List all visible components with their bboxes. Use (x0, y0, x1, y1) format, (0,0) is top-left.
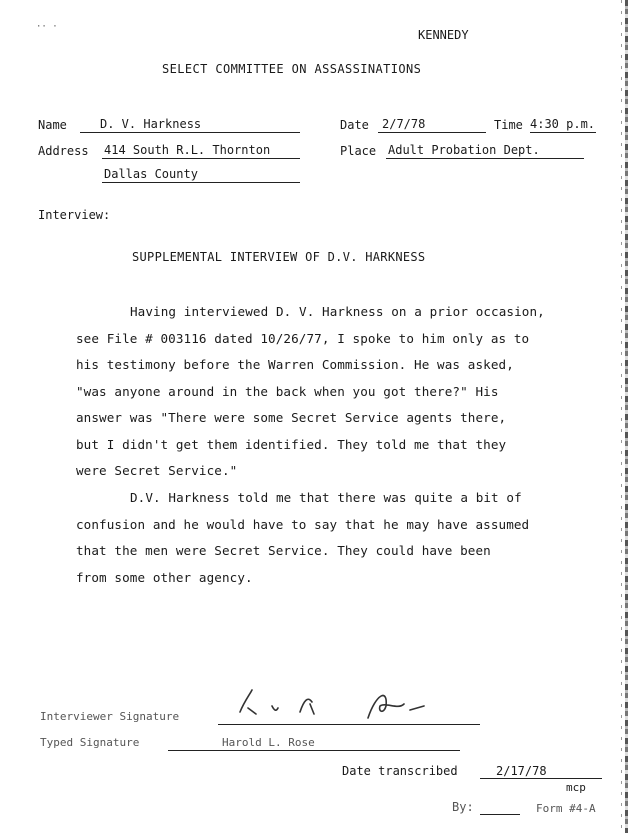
paragraph-1-line: but I didn't get them identified. They told me that they (76, 437, 507, 452)
paragraph-1-line: see File # 003116 dated 10/26/77, I spoke to him only as to (76, 331, 530, 346)
address-value-line-2: Dallas County (104, 167, 198, 181)
paragraph-1-line: answer was "There were some Secret Service agents there, (76, 410, 507, 425)
paragraph-2-line: D.V. Harkness told me that there was quite a bit of (130, 490, 522, 505)
paragraph-1-line: his testimony before the Warren Commission. He was asked, (76, 357, 514, 372)
address-label: Address (38, 144, 89, 158)
paragraph-2-line: confusion and he would have to say that he may have assumed (76, 517, 530, 532)
handwritten-signature-icon (228, 684, 448, 724)
form-number: Form #4-A (536, 802, 596, 815)
paragraph-1-line: were Secret Service." (76, 463, 238, 478)
paragraph-1-line: "was anyone around in the back when you got there?" His (76, 384, 499, 399)
time-label: Time (494, 118, 523, 132)
place-value: Adult Probation Dept. (388, 143, 540, 157)
by-label: By: (452, 800, 474, 814)
interviewer-signature-label: Interviewer Signature (40, 710, 180, 723)
place-label: Place (340, 144, 377, 158)
time-value: 4:30 p.m. (530, 117, 596, 131)
header-committee: SELECT COMMITTEE ON ASSASSINATIONS (162, 62, 422, 76)
typed-signature-label: Typed Signature (40, 736, 140, 749)
name-value: D. V. Harkness (100, 117, 202, 131)
scan-specks: ·· · (36, 22, 58, 32)
address-value-line-1: 414 South R.L. Thornton (104, 143, 271, 157)
date-transcribed-value: 2/17/78 (496, 764, 547, 778)
typist-initials: mcp (566, 781, 586, 794)
date-transcribed-label: Date transcribed (342, 764, 458, 778)
paragraph-2-line: from some other agency. (76, 570, 253, 585)
by-line (480, 800, 520, 815)
header-kennedy: KENNEDY (418, 28, 469, 42)
interview-label: Interview: (38, 208, 111, 222)
name-label: Name (38, 118, 67, 132)
scan-edge-artifact (625, 0, 628, 833)
paragraph-2-line: that the men were Secret Service. They could have been (76, 543, 491, 558)
report-title: SUPPLEMENTAL INTERVIEW OF D.V. HARKNESS (132, 250, 426, 264)
date-label: Date (340, 118, 369, 132)
date-value: 2/7/78 (382, 117, 426, 131)
scan-edge-artifact-inner (621, 0, 622, 833)
paragraph-1-line: Having interviewed D. V. Harkness on a prior occasion, (130, 304, 545, 319)
typed-signature-value: Harold L. Rose (222, 736, 315, 749)
